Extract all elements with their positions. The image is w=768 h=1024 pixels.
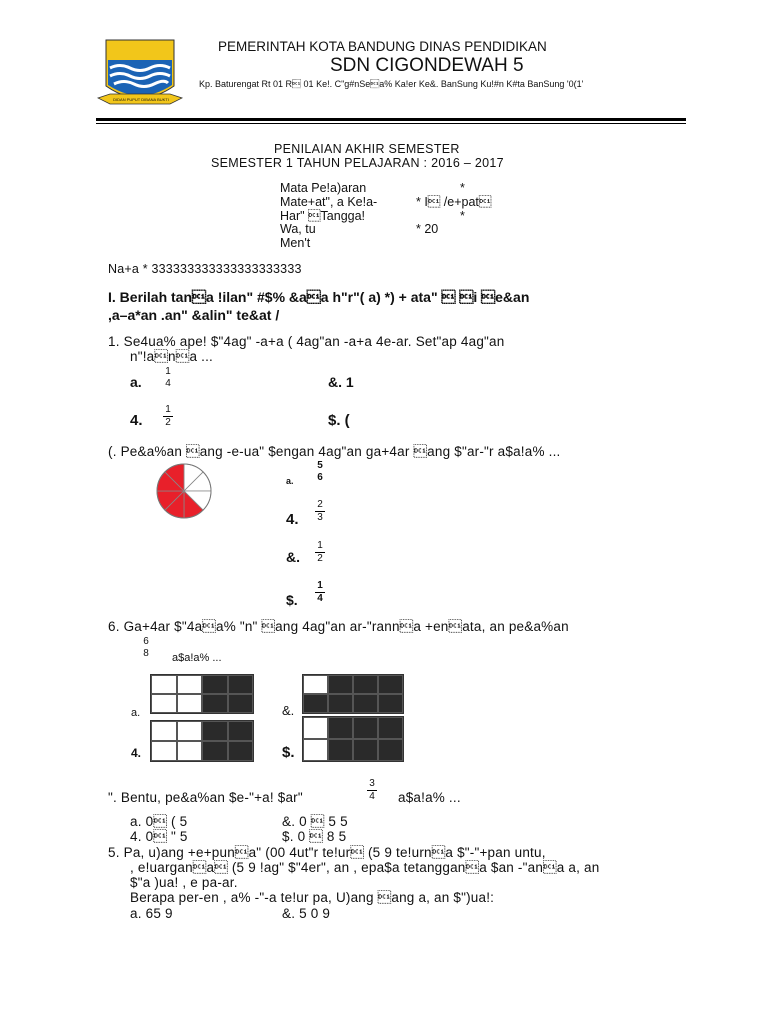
q4-option-a: a. 0 ( 5 — [130, 814, 188, 829]
q3-text: 6. Ga+4ar $"4aa% "n" ang 4ag"an ar-"ranna +enata, an pe&a%an — [108, 619, 569, 634]
q3-option-a-label: a. — [131, 707, 141, 719]
q2-option-a-fraction — [314, 460, 326, 484]
q1-option-c-fraction — [162, 404, 174, 429]
q2-option-d-fraction — [314, 580, 326, 605]
q3-numerator: 6 — [143, 636, 149, 647]
q3-grid-d — [302, 716, 404, 762]
exam-semester: SEMESTER 1 TAHUN PELAJARAN : 2016 – 2017 — [211, 156, 504, 170]
q1-text-line-2: n"!ana ... — [130, 349, 213, 364]
q3-option-c-label: 4. — [131, 746, 142, 760]
q2-pie-figure — [155, 462, 213, 520]
info-label-class: Mate+at", a Ke!a- — [280, 195, 378, 209]
q4-fraction — [366, 778, 378, 803]
q2-option-d-denominator: 4 — [317, 593, 323, 604]
student-name-line: Na+a * 333333333333333333333 — [108, 262, 302, 276]
header-government: PEMERINTAH KOTA BANDUNG DINAS PENDIDIKAN — [218, 39, 547, 54]
q2-option-a-label: a. — [286, 476, 294, 486]
q3-option-d-label: $. — [282, 744, 295, 761]
q3-option-b-label: &. — [282, 703, 295, 718]
instruction-line-1: I. Berilah tana !ilan" #$% &aa h"r"( a) *) + ata"  i e&an — [108, 289, 530, 305]
q5-option-b: &. 5 0 9 — [282, 906, 331, 921]
q1-option-d: $. ( — [328, 412, 350, 429]
header-address: Kp. Baturengat Rt 01 R 01 Ke!. C"g#nSea% Ka!er Ke&. BanSung Ku!#n K#ta BanSung '0(1' — [199, 79, 584, 89]
q2-option-b-denominator: 3 — [317, 512, 323, 523]
info-value-class: * I /e+pat — [416, 195, 492, 209]
q3-tail: a$a!a% ... — [172, 652, 222, 664]
school-logo — [96, 38, 184, 112]
q4-tail: a$a!a% ... — [398, 790, 461, 805]
q4-option-b: &. 0  5 5 — [282, 814, 348, 829]
info-value-subject: * — [460, 181, 465, 195]
q1-text-line-1: 1. Se4ua% ape! $"4ag" -a+a ( 4ag"an -a+a 4e-ar. Set"ap 4ag"an — [108, 334, 505, 349]
q3-grid-c — [150, 720, 254, 762]
q3-fraction — [140, 636, 152, 660]
q1-option-a-label: a. — [130, 374, 142, 390]
q2-option-b-fraction — [314, 499, 326, 524]
q5-line-3: $"a )ua! , e pa-ar. — [130, 875, 238, 890]
info-label-date: Har" Tangga! — [280, 209, 366, 223]
q5-line-2: , e!uargana (5 9 !ag" $"4er", an , epa$a tetanggana $an -"ana a, an — [130, 860, 600, 875]
header-school-name: SDN CIGONDEWAH 5 — [330, 55, 524, 76]
q1-option-a-numerator: 1 — [165, 366, 171, 377]
q4-option-c: 4. 0 " 5 — [130, 829, 188, 844]
q4-numerator: 3 — [369, 778, 375, 789]
q4-text: ". Bentu, pe&a%an $e-"+a! $ar" — [108, 790, 303, 805]
q2-option-c-label: &. — [286, 549, 300, 565]
q3-denominator: 8 — [143, 648, 149, 659]
info-label-subject: Mata Pe!a)aran — [280, 181, 367, 195]
logo-ribbon-text: DIDAN PUPUT DIBANA BUKTI — [113, 97, 169, 102]
q1-option-b: &. 1 — [328, 374, 354, 390]
q2-text: (. Pe&a%an ang -e-ua" $engan 4ag"an ga+4ar ang $"ar-"r a$a!a% ... — [108, 444, 561, 459]
q2-option-d-label: $. — [286, 592, 298, 608]
q5-line-4: Berapa per-en , a% -"-a te!ur pa, U)ang ang a, an $")ua!: — [130, 890, 495, 905]
header-rule-thick — [96, 118, 686, 121]
q3-grid-b — [302, 674, 404, 714]
q2-option-c-fraction — [314, 540, 326, 565]
q2-option-b-numerator: 2 — [317, 499, 323, 510]
instruction-line-2: ,a–a*an .an" &alin" te&at / — [108, 307, 280, 323]
q2-option-c-numerator: 1 — [317, 540, 323, 551]
q2-option-c-denominator: 2 — [317, 553, 323, 564]
q1-option-c-label: 4. — [130, 412, 143, 429]
q2-option-d-numerator: 1 — [317, 580, 323, 591]
info-label-minutes: Men't — [280, 236, 311, 250]
header-rule-thin — [96, 123, 686, 124]
q1-option-c-denominator: 2 — [165, 417, 171, 428]
q2-option-b-label: 4. — [286, 511, 299, 528]
info-label-time: Wa, tu — [280, 222, 316, 236]
q1-option-c-numerator: 1 — [165, 404, 171, 415]
exam-title: PENILAIAN AKHIR SEMESTER — [274, 142, 460, 156]
q2-option-a-numerator: 5 — [317, 460, 323, 471]
q4-option-d: $. 0  8 5 — [282, 829, 347, 844]
info-value-date: * — [460, 209, 465, 223]
q1-option-a-denominator: 4 — [165, 378, 171, 389]
q5-line-1: 5. Pa, u)ang +e+puna" (00 4ut"r te!ur (5 9 te!urna $"-"+pan untu, — [108, 845, 546, 860]
q5-option-a: a. 65 9 — [130, 906, 173, 921]
q4-denominator: 4 — [369, 791, 375, 802]
q3-grid-a — [150, 674, 254, 714]
q1-option-a-fraction — [162, 366, 174, 390]
q2-option-a-denominator: 6 — [317, 472, 323, 483]
info-value-time: * 20 — [416, 222, 439, 236]
